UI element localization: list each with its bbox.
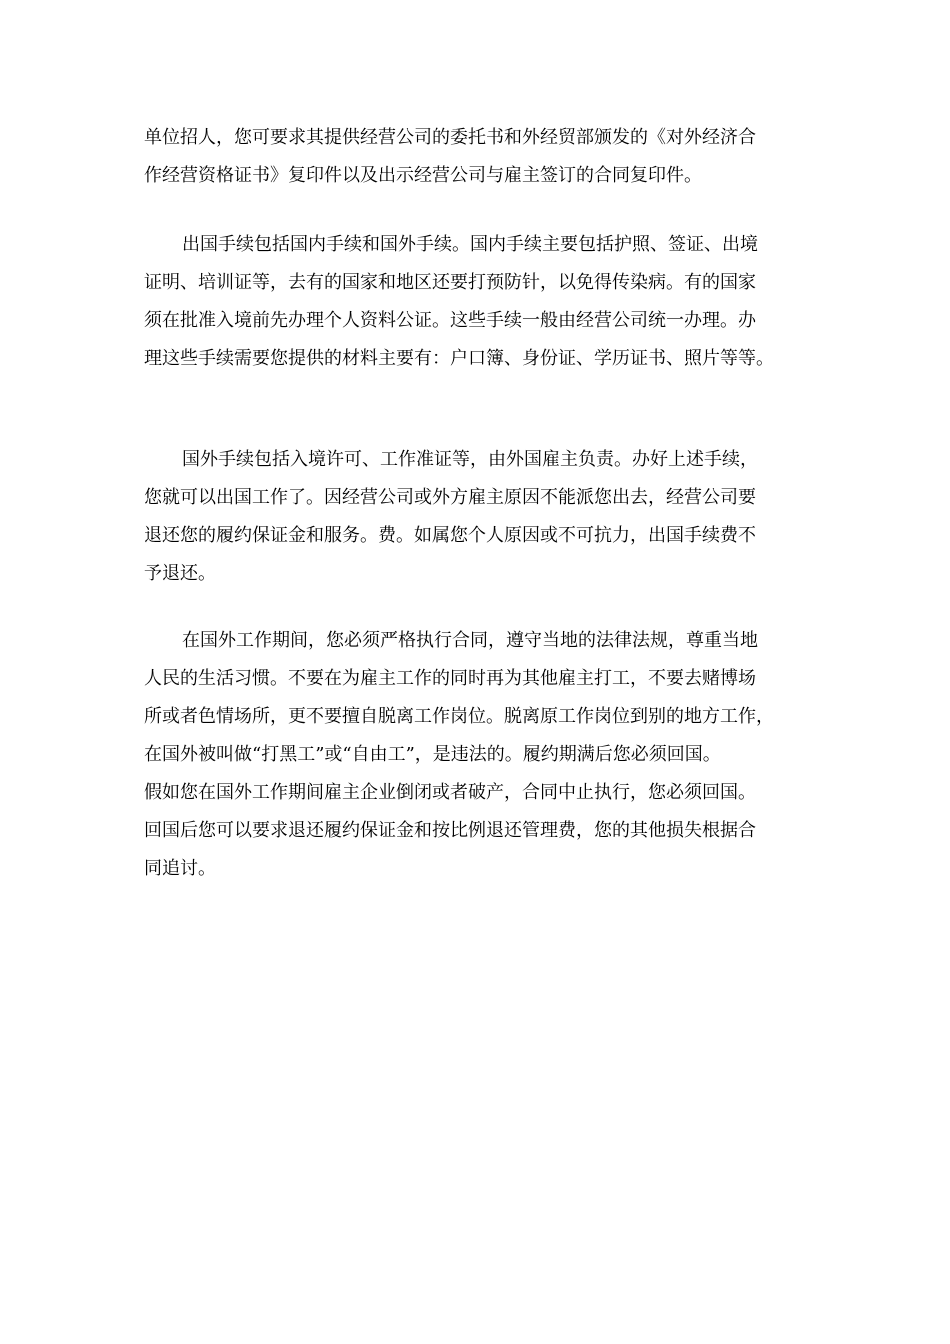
paragraph-line: 出国手续包括国内手续和国外手续。国内手续主要包括护照、签证、出境 (182, 234, 758, 255)
paragraph-line: 在国外工作期间，您必须严格执行合同，遵守当地的法律法规，尊重当地 (182, 630, 758, 651)
paragraph-line: 在国外被叫做“打黑工”或“自由工”，是违法的。履约期满后您必须回国。 (144, 744, 721, 765)
paragraph-line: 同追讨。 (144, 858, 216, 879)
paragraph-3 (144, 441, 834, 593)
paragraph-line: 所或者色情场所，更不要擅自脱离工作岗位。脱离原工作岗位到别的地方工作， (144, 706, 774, 727)
paragraph-2 (144, 226, 834, 378)
paragraph-line: 须在批准入境前先办理个人资料公证。这些手续一般由经营公司统一办理。办 (144, 310, 756, 331)
paragraph-1 (144, 119, 834, 195)
paragraph-line: 您就可以出国工作了。因经营公司或外方雇主原因不能派您出去，经营公司要 (144, 487, 756, 508)
paragraph-line: 单位招人，您可要求其提供经营公司的委托书和外经贸部颁发的《对外经济合 (144, 127, 756, 148)
paragraph-line: 退还您的履约保证金和服务。费。如属您个人原因或不可抗力，出国手续费不 (144, 525, 756, 546)
paragraph-4 (144, 622, 834, 888)
paragraph-line: 作经营资格证书》复印件以及出示经营公司与雇主签订的合同复印件。 (144, 165, 702, 186)
paragraph-line: 予退还。 (144, 563, 216, 584)
paragraph-line: 人民的生活习惯。不要在为雇主工作的同时再为其他雇主打工，不要去赌博场 (144, 668, 756, 689)
paragraph-line: 理这些手续需要您提供的材料主要有：户口簿、身份证、学历证书、照片等等。 (144, 348, 774, 369)
paragraph-line: 假如您在国外工作期间雇主企业倒闭或者破产，合同中止执行，您必须回国。 (144, 782, 756, 803)
paragraph-line: 国外手续包括入境许可、工作准证等，由外国雇主负责。办好上述手续， (182, 449, 758, 470)
paragraph-line: 回国后您可以要求退还履约保证金和按比例退还管理费，您的其他损失根据合 (144, 820, 756, 841)
paragraph-line: 证明、培训证等，去有的国家和地区还要打预防针，以免得传染病。有的国家 (144, 272, 756, 293)
